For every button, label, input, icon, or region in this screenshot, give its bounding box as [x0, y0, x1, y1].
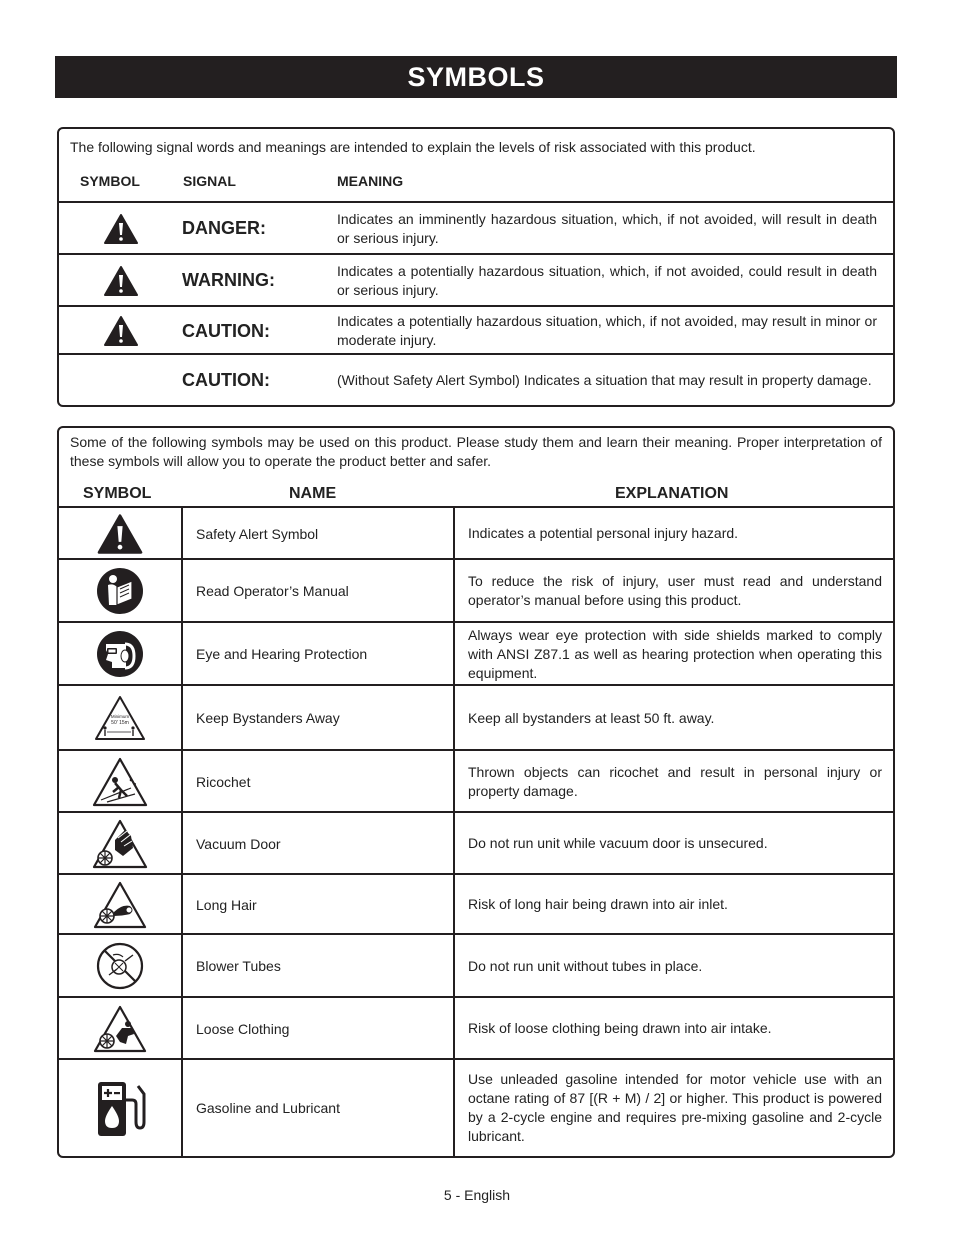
meaning-header: MEANING	[337, 173, 404, 189]
symbol-explanation: Do not run unit without tubes in place.	[468, 957, 703, 974]
name-header: NAME	[289, 485, 337, 502]
symbol-name: Ricochet	[183, 751, 455, 812]
symbol-explanation: Keep all bystanders at least 50 ft. away.	[468, 709, 715, 726]
signal-intro: The following signal words and meanings are intended to explain the levels of risk associated with this product.	[70, 139, 756, 155]
signal-row	[59, 253, 893, 306]
table-row	[59, 811, 893, 874]
symbol-explanation: To reduce the risk of injury, user must read and understand operator’s manual before using this product.	[468, 573, 882, 608]
blower-tubes-icon	[95, 941, 145, 991]
table-row	[59, 621, 893, 685]
page-title: SYMBOLS	[55, 56, 897, 98]
signal-row	[59, 305, 893, 355]
symbol-name: Blower Tubes	[183, 935, 455, 997]
signal-word: WARNING:	[182, 270, 275, 290]
symbol-explanation: Risk of loose clothing being drawn into air intake.	[468, 1020, 772, 1036]
eye-hearing-protection-icon	[96, 630, 144, 678]
vacuum-door-icon	[91, 818, 149, 870]
symbol-name: Gasoline and Lubricant	[183, 1060, 455, 1156]
symbol-name: Loose Clothing	[183, 998, 455, 1059]
safety-alert-icon	[103, 213, 139, 245]
symbol-name: Safety Alert Symbol	[183, 508, 455, 559]
safety-alert-icon	[103, 315, 139, 347]
symbol-header: SYMBOL	[83, 485, 152, 502]
table-row	[59, 996, 893, 1059]
signal-word: DANGER:	[182, 218, 266, 238]
signal-meaning: Indicates a potentially hazardous situation, which, if not avoided, could result in death or serious injury.	[337, 262, 877, 298]
signal-header: SIGNAL	[183, 173, 236, 189]
symbols-box	[57, 426, 895, 1158]
symbol-name: Vacuum Door	[183, 813, 455, 874]
signal-meaning: Indicates an imminently hazardous situation, which, if not avoided, will result in death or serious injury.	[337, 210, 877, 246]
signal-word: CAUTION:	[182, 320, 270, 341]
symbol-explanation: Always wear eye protection with side shields marked to comply with ANSI Z87.1 as well as hearing protection when operating this equipment.	[468, 626, 882, 681]
loose-clothing-icon	[92, 1004, 148, 1054]
symbols-intro: Some of the following symbols may be used on this product. Please study them and learn their meaning. Proper interpretation of these symbols will allow you to operate the product better and safer.	[70, 434, 882, 469]
signal-meaning: Indicates a potentially hazardous situation, which, if not avoided, may result in minor or moderate injury.	[337, 313, 877, 348]
table-row	[59, 1058, 893, 1156]
table-row	[59, 558, 893, 622]
table-row	[59, 749, 893, 812]
gasoline-lubricant-icon	[92, 1078, 148, 1138]
svg-text:50' 15m: 50' 15m	[111, 720, 129, 726]
table-row	[59, 684, 893, 750]
read-manual-icon	[96, 567, 144, 615]
symbol-name: Read Operator’s Manual	[183, 560, 455, 622]
ricochet-icon	[91, 756, 149, 808]
symbol-explanation: Indicates a potential personal injury hazard.	[468, 525, 739, 541]
symbol-explanation: Thrown objects can ricochet and result in personal injury or property damage.	[468, 763, 882, 799]
symbol-explanation: Use unleaded gasoline intended for motor vehicle use with an octane rating of 87 [(R + M) / 2] or higher. This product is powered by a 2-cycle engine and requires pre-mixing gasoline and 2-cycle lubricant.	[468, 1071, 882, 1144]
long-hair-icon	[92, 880, 148, 930]
keep-bystanders-away-icon	[93, 694, 147, 742]
page-footer: 5 - English	[443, 1187, 511, 1203]
signal-row	[59, 201, 893, 254]
symbol-explanation: Risk of long hair being drawn into air inlet.	[468, 896, 728, 912]
svg-text:Minimum: Minimum	[110, 714, 130, 719]
safety-alert-icon	[103, 265, 139, 297]
explanation-header: EXPLANATION	[615, 485, 729, 502]
table-row	[59, 506, 893, 559]
signal-row	[59, 353, 893, 405]
table-row	[59, 933, 893, 997]
signal-meaning: (Without Safety Alert Symbol) Indicates a situation that may result in property damage.	[337, 371, 872, 388]
signal-word: CAUTION:	[182, 369, 270, 390]
symbol-name: Eye and Hearing Protection	[183, 623, 455, 685]
symbol-name: Keep Bystanders Away	[183, 686, 455, 750]
table-row	[59, 873, 893, 934]
signal-words-box	[57, 127, 895, 407]
symbol-header: SYMBOL	[80, 173, 140, 189]
symbol-explanation: Do not run unit while vacuum door is unsecured.	[468, 835, 768, 851]
safety-alert-icon	[96, 513, 144, 555]
symbol-name: Long Hair	[183, 875, 455, 934]
